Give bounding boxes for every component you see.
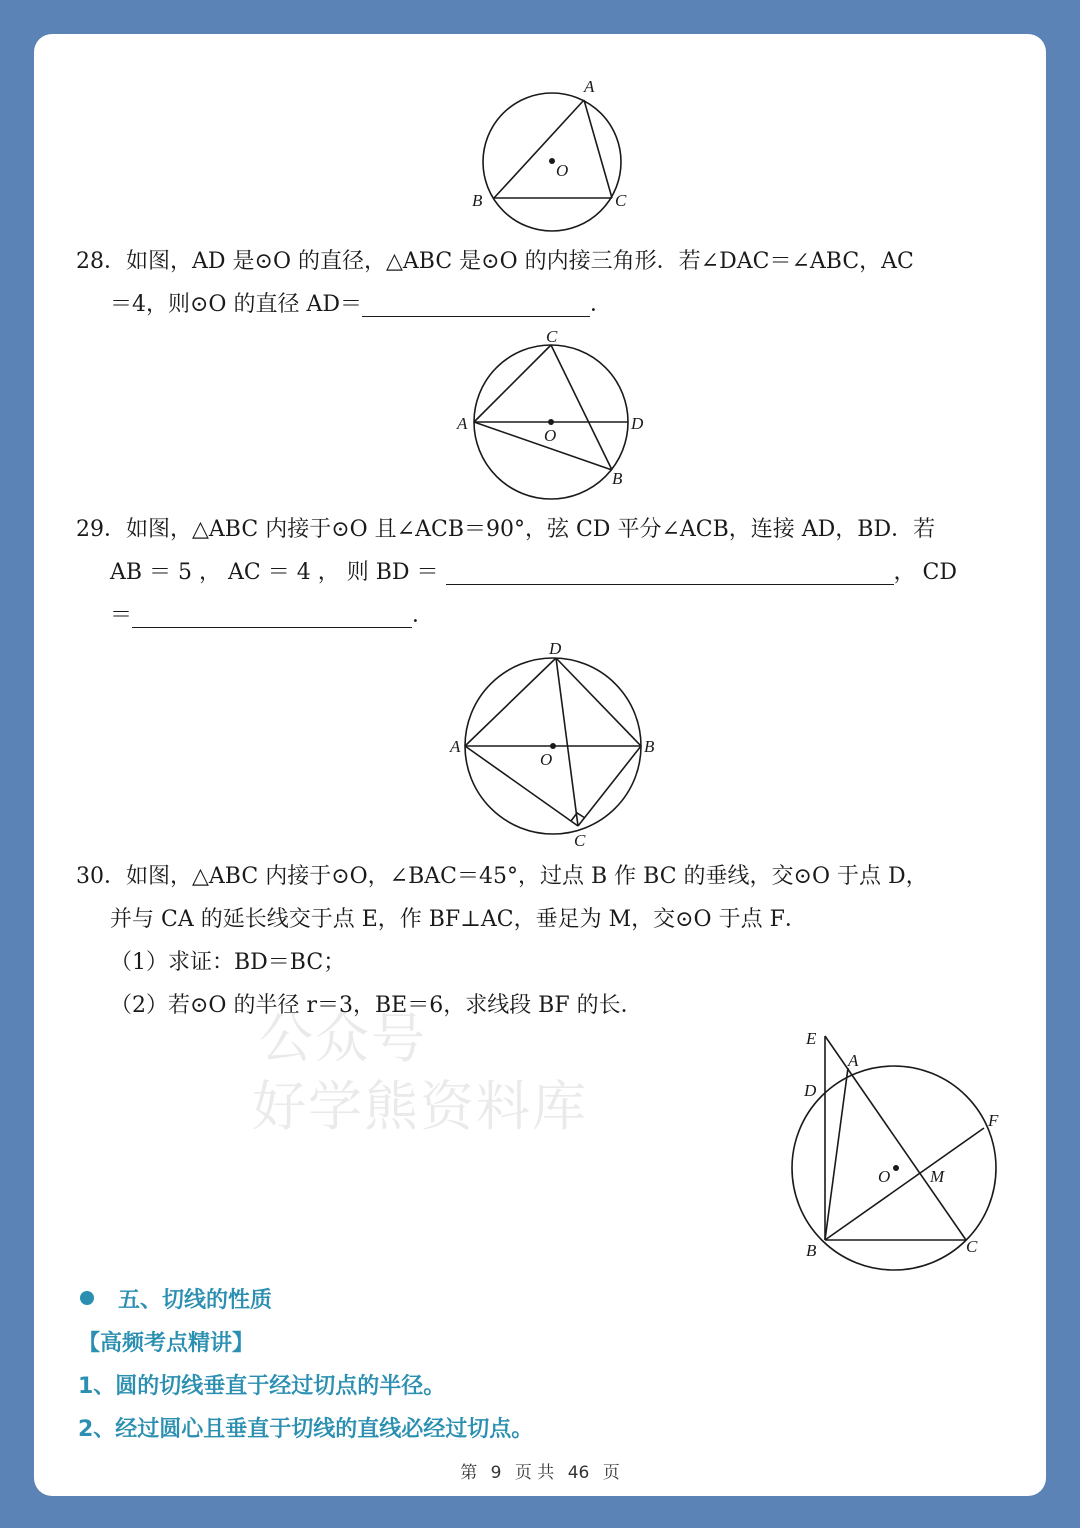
answer-blank-ad[interactable] <box>362 286 590 317</box>
q29-line3-end: ． <box>412 603 435 628</box>
footer-suffix: 页 <box>602 1463 620 1483</box>
section-title-text: 五、切线的性质 <box>118 1288 273 1313</box>
label-C: C <box>615 191 627 210</box>
label-O: O <box>540 750 553 769</box>
label-M: M <box>930 1167 945 1186</box>
watermark-line2: 好学熊资料库 <box>252 1075 588 1138</box>
circle-diameter-diagram <box>454 328 654 518</box>
q30-line1: 30．如图，△ABC 内接于⊙O，∠BAC＝45°，过点 B 作 BC 的垂线，交⊙O 于点 D， <box>76 864 928 889</box>
figure-q30 <box>792 1026 1022 1266</box>
label-B: B <box>612 469 623 488</box>
q30-part2: （2）若⊙O 的半径 r＝3，BE＝6，求线段 BF 的长． <box>110 993 643 1018</box>
q29-line3 <box>76 594 1008 637</box>
label-D: D <box>549 639 562 658</box>
label-O: O <box>556 161 569 180</box>
key-point-1: 1、圆的切线垂直于经过切点的半径。 <box>78 1374 446 1399</box>
page-footer <box>34 1458 1046 1483</box>
label-A: A <box>848 1051 859 1070</box>
answer-blank-bd[interactable] <box>446 554 894 585</box>
label-C: C <box>574 831 586 850</box>
label-C: C <box>546 327 558 346</box>
label-O: O <box>878 1167 891 1186</box>
label-B: B <box>644 737 655 756</box>
question-28 <box>76 240 1008 326</box>
page-sheet <box>34 34 1046 1496</box>
q28-line1: 28．如图，AD 是⊙O 的直径，△ABC 是⊙O 的内接三角形．若∠DAC＝∠ABC，AC <box>76 249 914 274</box>
circle-quadrilateral-diagram <box>444 640 664 850</box>
circle-triangle-diagram <box>472 76 642 256</box>
watermark-line1: 公众号 <box>259 1007 427 1070</box>
figure-q27 <box>472 76 642 256</box>
q28-line2-end: ． <box>589 292 612 317</box>
q29-line3-text: ＝ <box>110 603 133 628</box>
label-B: B <box>806 1241 817 1260</box>
label-F: F <box>988 1111 999 1130</box>
footer-total-pages: 46 <box>567 1463 590 1483</box>
key-point-2: 2、经过圆心且垂直于切线的直线必经过切点。 <box>78 1417 534 1442</box>
q29-line1: 29．如图，△ABC 内接于⊙O 且∠ACB＝90°，弦 CD 平分∠ACB，连接 AD，BD．若 <box>76 517 936 542</box>
question-29 <box>76 508 1008 637</box>
label-A: A <box>450 737 461 756</box>
q29-line2-end: ， CD <box>893 560 957 585</box>
label-A: A <box>584 77 595 96</box>
question-30 <box>76 855 1008 1027</box>
q30-line2: 并与 CA 的延长线交于点 E，作 BF⊥AC，垂足为 M，交⊙O 于点 F． <box>110 907 807 932</box>
figure-q29 <box>444 640 664 850</box>
q29-line2 <box>76 551 1008 594</box>
q28-line2-text: ＝4，则⊙O 的直径 AD＝ <box>110 292 362 317</box>
label-C: C <box>966 1237 978 1256</box>
answer-blank-cd[interactable] <box>132 597 412 628</box>
footer-middle: 页 共 <box>514 1463 555 1483</box>
label-O: O <box>544 426 557 445</box>
footer-prefix: 第 <box>460 1463 478 1483</box>
q28-line2 <box>76 283 1008 326</box>
footer-page-number: 9 <box>490 1463 502 1483</box>
label-B: B <box>472 191 483 210</box>
q29-line2-text: AB ＝ 5 ， AC ＝ 4 ， 则 BD ＝ <box>110 560 439 585</box>
section-subtitle: 【高频考点精讲】 <box>78 1331 255 1356</box>
label-E: E <box>806 1029 817 1048</box>
figure-q28 <box>454 328 654 518</box>
label-D: D <box>804 1081 817 1100</box>
q30-part1: （1）求证：BD＝BC； <box>110 950 346 975</box>
bullet-icon <box>80 1291 94 1305</box>
circle-tangent-diagram <box>792 1026 1022 1266</box>
label-A: A <box>457 414 468 433</box>
section-title <box>80 1283 272 1314</box>
label-D: D <box>631 414 644 433</box>
